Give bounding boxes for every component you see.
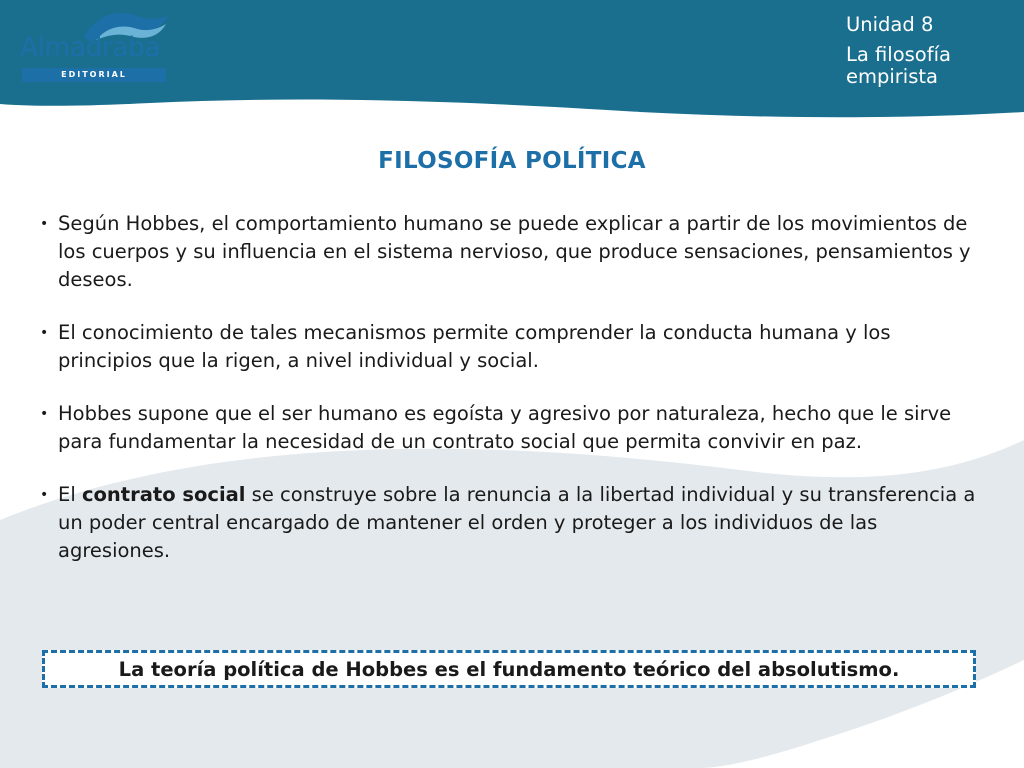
almadraba-logo (20, 8, 170, 80)
bullet-item (38, 319, 983, 375)
bullet-icon: • (40, 216, 49, 232)
bullet-item (38, 400, 983, 456)
unit-subtitle: La filosofía empirista (846, 43, 951, 88)
bullet-icon: • (40, 487, 49, 503)
logo-name: Almadraba (20, 32, 161, 63)
conclusion-callout: La teoría política de Hobbes es el fundamento teórico del absolutismo. (42, 650, 976, 688)
slide-title: FILOSOFÍA POLÍTICA (378, 148, 646, 174)
bullet-text: Hobbes supone que el ser humano es egoísta y agresivo por naturaleza, hecho que le sirve para fundamentar la necesidad de un contrato social que permita convivir en paz. (58, 402, 952, 453)
unit-label: Unidad 8 (846, 13, 934, 36)
bullet-icon: • (40, 406, 49, 422)
bullet-text-suffix: se construye sobre la renuncia a la libertad individual y su transferencia a un poder central encargado de mantener el orden y proteger a los individuos de las agresiones. (58, 483, 976, 562)
bullet-emphasis: contrato social (81, 483, 246, 506)
logo-tagline: EDITORIAL (22, 68, 166, 82)
bullet-icon: • (40, 325, 49, 341)
bullet-item (38, 481, 983, 565)
bullet-list (38, 210, 983, 590)
bullet-text-prefix: El (58, 483, 82, 506)
bullet-item (38, 210, 983, 294)
bullet-text: El conocimiento de tales mecanismos permite comprender la conducta humana y los principios que la rigen, a nivel individual y social. (58, 321, 891, 372)
bullet-text: Según Hobbes, el comportamiento humano se puede explicar a partir de los movimientos de los cuerpos y su influencia en el sistema nervioso, que produce sensaciones, pensamientos y deseos. (58, 212, 971, 291)
header-info (846, 14, 996, 88)
